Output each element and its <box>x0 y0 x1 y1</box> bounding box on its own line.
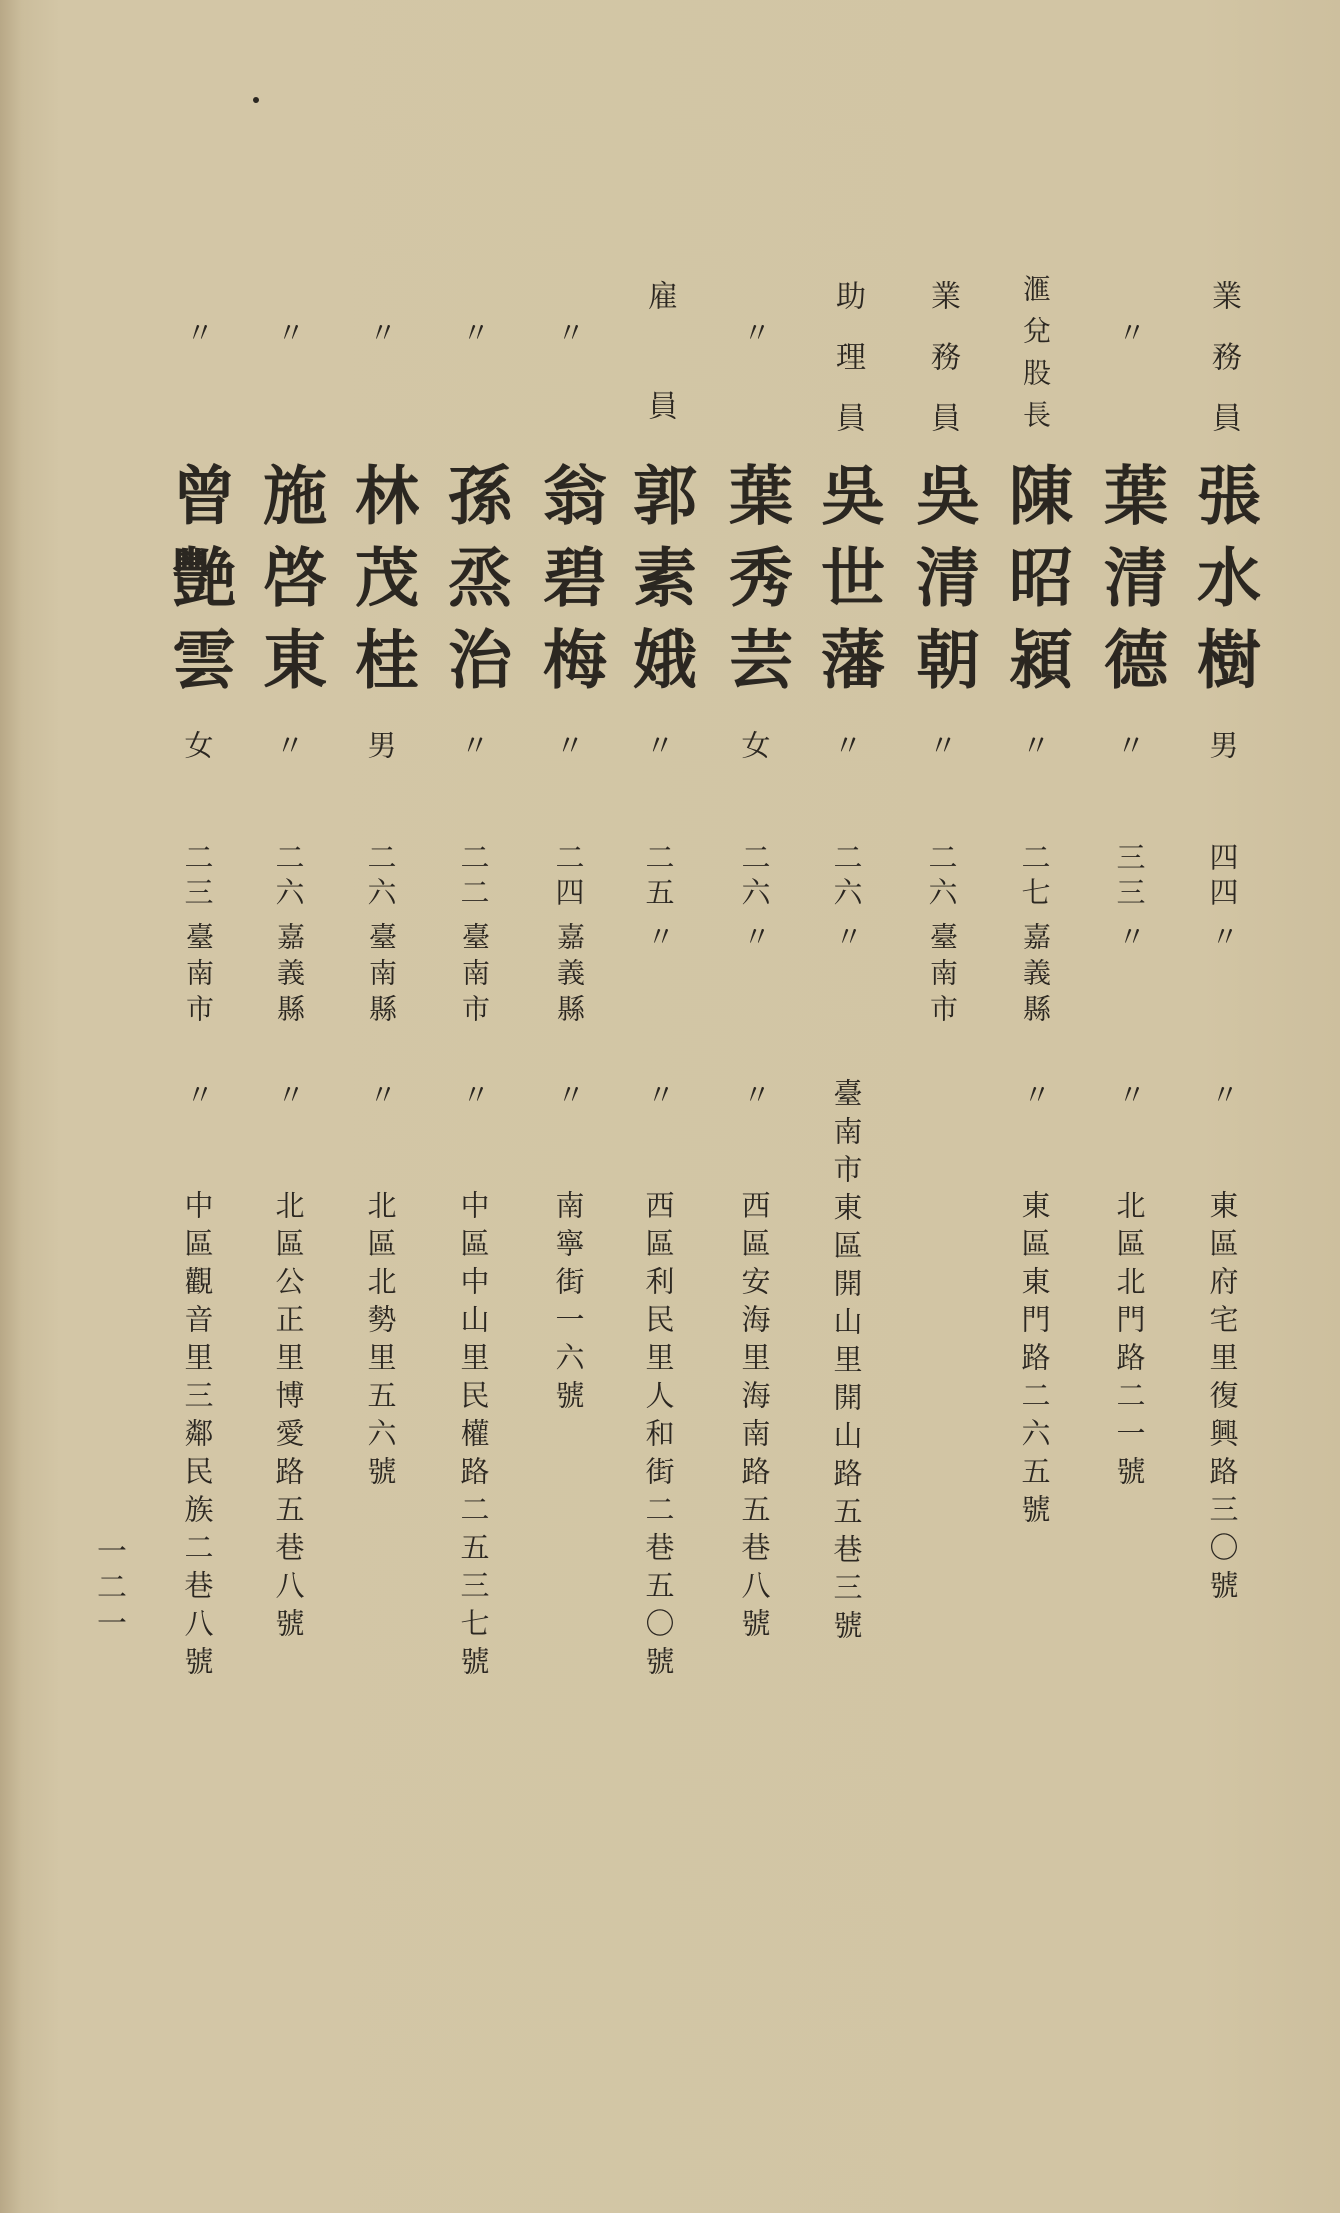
job-title: 助理員 <box>830 280 865 463</box>
person-name: 曾艷雲 <box>161 462 236 708</box>
address: 北區公正里博愛路五巷八號 <box>271 1190 306 1646</box>
sex: 女 <box>180 730 215 759</box>
person-name: 吳清朝 <box>905 462 980 708</box>
address-city-ditto: 〃 <box>739 1080 772 1108</box>
place-of-origin: 臺南市 <box>182 922 215 1030</box>
address: 西區利民里人和街二巷五〇號 <box>641 1190 676 1684</box>
address: 中區觀音里三鄰民族二巷八號 <box>180 1190 215 1684</box>
person-name: 葉秀芸 <box>718 462 793 708</box>
sex: 〃 <box>1112 730 1147 759</box>
age: 三三 <box>1112 842 1147 912</box>
sex: 〃 <box>829 730 864 759</box>
age: 二六 <box>737 842 772 912</box>
person-name: 翁碧梅 <box>532 462 607 708</box>
address-city-ditto: 〃 <box>1207 1080 1240 1108</box>
staff-row <box>995 0 1075 2213</box>
job-title: 〃 <box>458 318 491 377</box>
staff-row <box>1090 0 1170 2213</box>
place-of-origin: 嘉義縣 <box>553 922 586 1030</box>
age: 二七 <box>1017 842 1052 912</box>
job-title: 〃 <box>365 318 398 377</box>
sex: 〃 <box>924 730 959 759</box>
age: 二二 <box>456 842 491 912</box>
staff-row <box>807 0 887 2213</box>
age: 二四 <box>551 842 586 912</box>
staff-row <box>529 0 609 2213</box>
place-of-origin: 嘉義縣 <box>273 922 306 1030</box>
sex: 〃 <box>641 730 676 759</box>
age: 二三 <box>180 842 215 912</box>
place-of-origin: 臺南市 <box>926 922 959 1030</box>
address: 東區府宅里復興路三〇號 <box>1205 1190 1240 1608</box>
job-title: 雇員 <box>642 280 677 500</box>
sex: 女 <box>737 730 772 759</box>
place-of-origin: 臺南市 <box>458 922 491 1030</box>
address: 西區安海里海南路五巷八號 <box>737 1190 772 1646</box>
place-of-origin: 〃 <box>643 922 676 958</box>
job-title: 滙兌股長 <box>1019 274 1052 442</box>
address: 北區北勢里五六號 <box>363 1190 398 1494</box>
place-of-origin: 〃 <box>1207 922 1240 958</box>
address: 中區中山里民權路二五三七號 <box>456 1190 491 1684</box>
staff-row <box>434 0 514 2213</box>
address: 東區東門路二六五號 <box>1017 1190 1052 1532</box>
person-name: 郭素娥 <box>622 462 697 708</box>
sex: 〃 <box>1017 730 1052 759</box>
staff-row <box>158 0 238 2213</box>
staff-row <box>249 0 329 2213</box>
person-name: 林茂桂 <box>344 462 419 708</box>
address: 北區北門路二一號 <box>1112 1190 1147 1494</box>
job-title: 〃 <box>182 318 215 377</box>
sex: 男 <box>1205 730 1240 759</box>
job-title: 業務員 <box>925 280 960 463</box>
place-of-origin: 〃 <box>831 922 864 958</box>
sex: 〃 <box>456 730 491 759</box>
sex: 〃 <box>271 730 306 759</box>
job-title: 業務員 <box>1206 280 1241 463</box>
age: 二六 <box>271 842 306 912</box>
address-city-ditto: 〃 <box>553 1080 586 1108</box>
page-number: 一二一 <box>91 1535 126 1643</box>
address-city-ditto: 〃 <box>643 1080 676 1108</box>
address-city-ditto: 〃 <box>182 1080 215 1108</box>
address-city-ditto: 〃 <box>458 1080 491 1108</box>
ink-speck <box>253 97 259 103</box>
age: 二五 <box>641 842 676 912</box>
address-city-ditto: 〃 <box>365 1080 398 1108</box>
person-name: 孫烝治 <box>437 462 512 708</box>
staff-row <box>715 0 795 2213</box>
address: 臺南市東區開山里開山路五巷三號 <box>829 1078 864 1648</box>
staff-row <box>619 0 699 2213</box>
address-city-ditto: 〃 <box>273 1080 306 1108</box>
place-of-origin: 臺南縣 <box>365 922 398 1030</box>
job-title: 〃 <box>739 318 772 377</box>
person-name: 吳世藩 <box>810 462 885 708</box>
age: 二六 <box>829 842 864 912</box>
person-name: 葉清德 <box>1093 462 1168 708</box>
staff-row <box>902 0 982 2213</box>
sex: 〃 <box>551 730 586 759</box>
place-of-origin: 嘉義縣 <box>1019 922 1052 1030</box>
place-of-origin: 〃 <box>739 922 772 958</box>
staff-row <box>1183 0 1263 2213</box>
age: 二六 <box>363 842 398 912</box>
job-title: 〃 <box>273 318 306 377</box>
age: 四四 <box>1205 842 1240 912</box>
address: 南寧街一六號 <box>551 1190 586 1418</box>
staff-row <box>341 0 421 2213</box>
address-city-ditto: 〃 <box>1019 1080 1052 1108</box>
person-name: 張水樹 <box>1186 462 1261 708</box>
person-name: 施啓東 <box>252 462 327 708</box>
place-of-origin: 〃 <box>1114 922 1147 958</box>
address-city-ditto: 〃 <box>1114 1080 1147 1108</box>
person-name: 陳昭潁 <box>998 462 1073 708</box>
age: 二六 <box>924 842 959 912</box>
job-title: 〃 <box>1114 318 1147 377</box>
job-title: 〃 <box>553 318 586 377</box>
sex: 男 <box>363 730 398 759</box>
